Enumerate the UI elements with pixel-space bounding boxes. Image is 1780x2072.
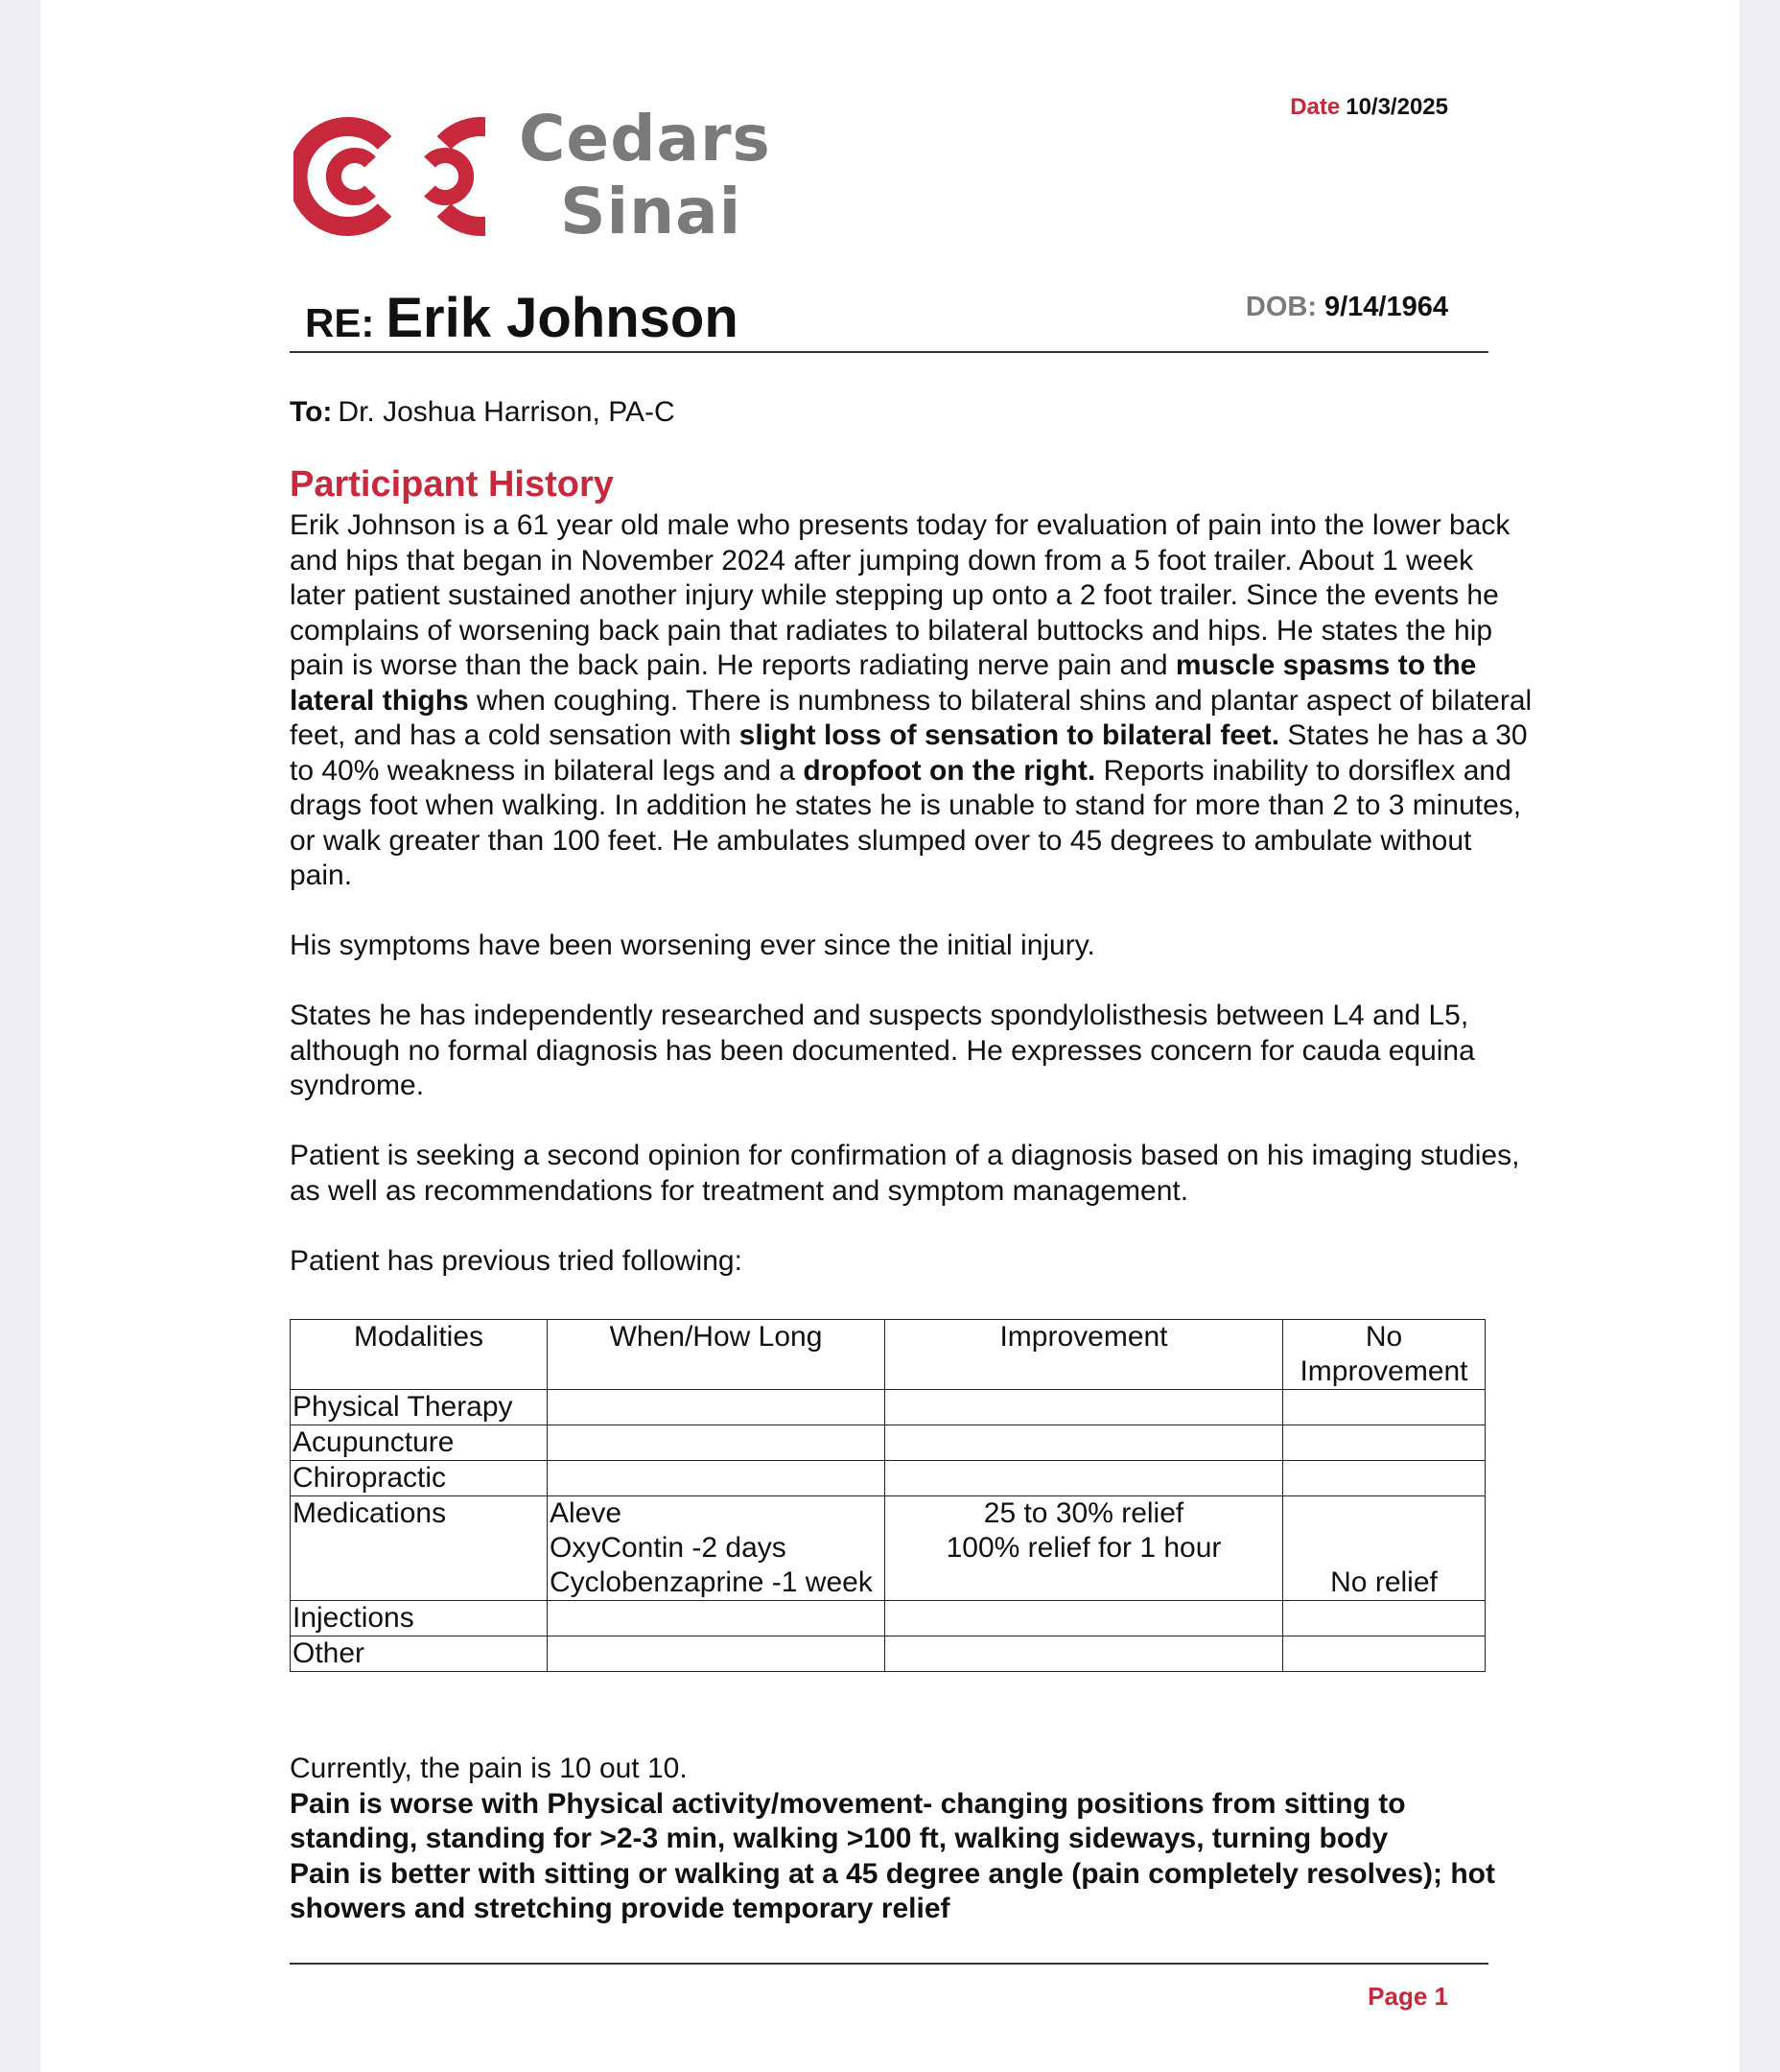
- footer-divider: [290, 1963, 1488, 1965]
- pain-worse: Pain is worse with Physical activity/movement- changing positions from sitting to standing, standing for >2-3 min, walking >100 ft, walking sideways, turning body: [290, 1787, 1406, 1854]
- when-cell: [548, 1461, 885, 1496]
- when-cell: [548, 1390, 885, 1425]
- modality-cell: Acupuncture: [291, 1425, 548, 1461]
- dob-line: [1246, 292, 1448, 323]
- modality-cell: Other: [291, 1636, 548, 1672]
- table-row: [291, 1636, 1486, 1672]
- when-entry: Cyclobenzaprine -1 week: [550, 1566, 873, 1598]
- table-row: [291, 1496, 1486, 1601]
- table-header-cell: No Improvement: [1283, 1320, 1486, 1390]
- to-label: To:: [290, 396, 333, 428]
- modality-cell: Injections: [291, 1601, 548, 1636]
- when-cell: [548, 1601, 885, 1636]
- section-title: Participant History: [290, 464, 614, 505]
- table-header-cell: When/How Long: [548, 1320, 885, 1390]
- improvement-cell: [885, 1425, 1283, 1461]
- history-emphasis: dropfoot on the right.: [803, 754, 1096, 787]
- date-label: Date: [1290, 94, 1341, 120]
- history-body: [290, 508, 1536, 1279]
- when-cell: [548, 1636, 885, 1672]
- improvement-cell: [885, 1496, 1283, 1601]
- history-emphasis: slight loss of sensation to bilateral feet.: [738, 719, 1280, 751]
- to-line: [290, 396, 675, 429]
- no-improvement-cell: No relief: [1283, 1496, 1486, 1601]
- improvement-cell: [885, 1390, 1283, 1425]
- dob-label: DOB:: [1245, 292, 1317, 322]
- to-value: Dr. Joshua Harrison, PA-C: [338, 396, 675, 428]
- history-text: when coughing. There is numbness to bilateral shins and plantar aspect of bilateral feet, and has a cold sensation with: [290, 684, 1533, 751]
- history-paragraph-1: [290, 508, 1536, 894]
- page-number: Page 1: [1368, 1982, 1448, 2011]
- history-emphasis: muscle spasms to the lateral thighs: [290, 649, 1477, 717]
- modality-cell: Medications: [291, 1496, 548, 1601]
- no-improvement-cell: [1283, 1390, 1486, 1425]
- improvement-cell: [885, 1461, 1283, 1496]
- history-text: Erik Johnson is a 61 year old male who presents today for evaluation of pain into the lower back and hips that began in November 2024 after jumping down from a 5 foot trailer. About 1 week later patient sustained another injury while stepping up onto a 2 foot trailer. Since the events he complains of worsening back pain that radiates to bilateral buttocks and hips. He states the hip pain is worse than the back pain. He reports radiating nerve pain and: [290, 509, 1511, 681]
- improvement-entry: 100% relief for 1 hour: [946, 1532, 1222, 1564]
- modalities-table: [290, 1319, 1486, 1672]
- cedars-sinai-logo-mark: [293, 100, 485, 253]
- no-improvement-cell: [1283, 1601, 1486, 1636]
- improvement-entry: 25 to 30% relief: [983, 1497, 1184, 1529]
- history-paragraph-2: His symptoms have been worsening ever since the initial injury.: [290, 930, 1095, 961]
- when-entry: OxyContin -2 days: [550, 1532, 786, 1564]
- history-text: States he has a 30 to 40% weakness in bilateral legs and a: [290, 719, 1528, 787]
- pain-current: Currently, the pain is 10 out 10.: [290, 1753, 688, 1784]
- table-row: [291, 1461, 1486, 1496]
- no-improvement-cell: [1283, 1425, 1486, 1461]
- no-improvement-cell: [1283, 1636, 1486, 1672]
- table-header-row: [291, 1320, 1486, 1390]
- pain-summary: [290, 1752, 1536, 1927]
- table-intro: Patient has previous tried following:: [290, 1244, 742, 1277]
- when-entry: Aleve: [550, 1497, 622, 1529]
- date-value: 10/3/2025: [1346, 94, 1448, 120]
- table-row: [291, 1601, 1486, 1636]
- history-paragraph-4: Patient is seeking a second opinion for confirmation of a diagnosis based on his imaging studies, as well as recommendations for treatment and symptom management.: [290, 1140, 1520, 1207]
- table-row: [291, 1425, 1486, 1461]
- cedars-sinai-logo: [293, 100, 792, 253]
- history-text: Reports inability to dorsiflex and drags foot when walking. In addition he states he is unable to stand for more than 2 to 3 minutes, or walk greater than 100 feet. He ambulates slumped over to 45 degrees to ambulate without pain.: [290, 754, 1522, 891]
- patient-name: Erik Johnson: [386, 287, 738, 349]
- when-cell: [548, 1496, 885, 1601]
- no-improvement-cell: [1283, 1461, 1486, 1496]
- table-row: [291, 1390, 1486, 1425]
- document-page: [40, 0, 1740, 2072]
- logo-word-sinai: Sinai: [560, 175, 742, 248]
- dob-value: 9/14/1964: [1323, 292, 1448, 322]
- improvement-cell: [885, 1636, 1283, 1672]
- pain-better: Pain is better with sitting or walking at a 45 degree angle (pain completely resolves); hot showers and stretching provide temporary relief: [290, 1857, 1495, 1924]
- re-label: RE:: [305, 300, 375, 345]
- when-cell: [548, 1425, 885, 1461]
- history-paragraph-3: States he has independently researched and suspects spondylolisthesis between L4 and L5, although no formal diagnosis has been documented. He expresses concern for cauda equina syndrome.: [290, 1000, 1475, 1101]
- logo-word-cedars: Cedars: [519, 102, 771, 176]
- modality-cell: Physical Therapy: [291, 1390, 548, 1425]
- improvement-cell: [885, 1601, 1283, 1636]
- header-divider: [290, 351, 1488, 353]
- table-header-cell: Modalities: [291, 1320, 548, 1390]
- table-header-cell: Improvement: [885, 1320, 1283, 1390]
- date-line: [1290, 94, 1448, 121]
- modality-cell: Chiropractic: [291, 1461, 548, 1496]
- re-line: [305, 286, 738, 350]
